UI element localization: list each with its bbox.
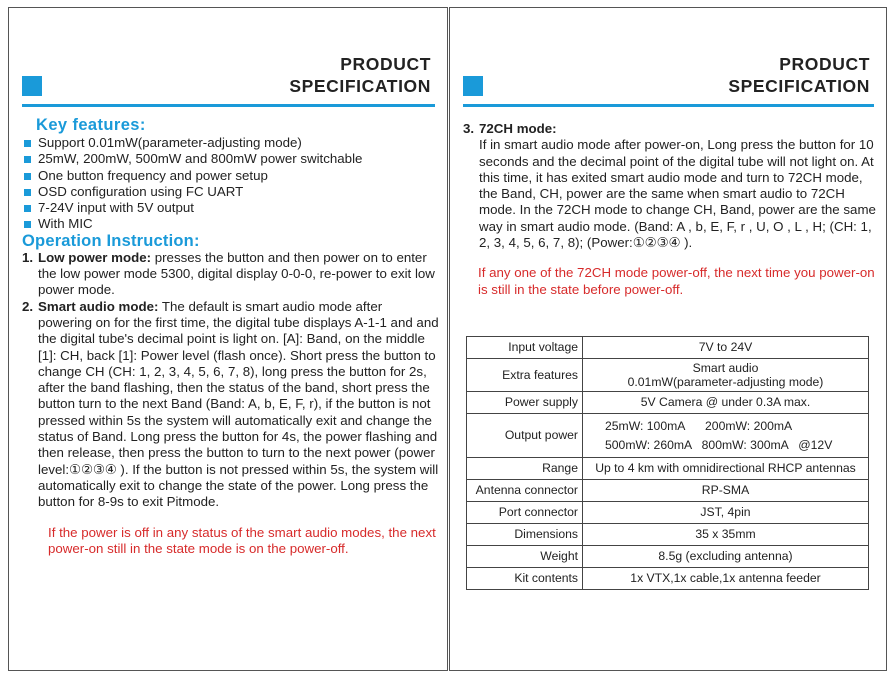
spec-label: Extra features bbox=[467, 359, 583, 392]
step-number: 3. bbox=[463, 121, 475, 136]
right-page bbox=[449, 7, 887, 671]
list-item: 7-24V input with 5V output bbox=[22, 200, 439, 216]
key-features-heading: Key features: bbox=[36, 116, 146, 134]
table-row bbox=[467, 392, 869, 414]
spec-label: Port connector bbox=[467, 502, 583, 524]
page-header-title bbox=[728, 53, 870, 97]
table-row bbox=[467, 414, 869, 458]
header-line-product: PRODUCT bbox=[779, 54, 870, 74]
list-item: OSD configuration using FC UART bbox=[22, 184, 439, 200]
page-header-title bbox=[289, 53, 431, 97]
header-accent-square bbox=[463, 76, 483, 96]
step-lead: Smart audio mode: bbox=[38, 298, 159, 314]
spec-value: JST, 4pin bbox=[583, 502, 869, 524]
spec-value: 8.5g (excluding antenna) bbox=[583, 546, 869, 568]
feature-list bbox=[22, 135, 439, 233]
header-divider bbox=[22, 104, 435, 107]
step-72ch bbox=[463, 121, 878, 251]
spec-value: Up to 4 km with omnidirectional RHCP antennas bbox=[583, 458, 869, 480]
step-lead: Low power mode: bbox=[38, 249, 152, 265]
table-row bbox=[467, 337, 869, 359]
step-number: 1. bbox=[22, 249, 34, 265]
step-text: presses the button and then power on to enter the low power mode 5300, digital display 0-0-0, re-power to exit low power mode. bbox=[38, 249, 435, 298]
spec-value-line: 500mW: 260mA 800mW: 300mA @12V bbox=[605, 438, 833, 452]
bullet-square-icon bbox=[24, 140, 31, 147]
step-text: The default is smart audio mode after powering on for the first time, the digital tube displays A-1-1 and and the digital tube's decimal point is light on. [A]: Band, on the middle [1]: CH, back [1]: Power level (flash once). Short press the button to change CH (CH: 1, 2, 3, 4, 5, 6, 7, 8), long press the button for 2s, after the band flashing, then the status of the band, short press the button turn to the next Band (Band: A, b, E, F, r), if the button is not pressed within 5s the system will automatically exit and change the status of Band. Long press the button for 4s, the power flashing and then release, then press the button to turn to the next power (power level:①②③④ ). If the button is not pressed within 5s, the system will automatically exit to change the state of the power. Long press the button for 8-9s to exit Pitmode. bbox=[38, 298, 439, 510]
table-row bbox=[467, 502, 869, 524]
bullet-square-icon bbox=[24, 156, 31, 163]
header-accent-square bbox=[22, 76, 42, 96]
step-lead: 72CH mode: bbox=[479, 121, 557, 136]
spec-value: 1x VTX,1x cable,1x antenna feeder bbox=[583, 568, 869, 590]
step-smart-audio bbox=[22, 299, 439, 511]
spec-value: 5V Camera @ under 0.3A max. bbox=[583, 392, 869, 414]
bullet-square-icon bbox=[24, 205, 31, 212]
spec-label: Output power bbox=[467, 414, 583, 458]
operation-heading: Operation Instruction: bbox=[22, 231, 200, 250]
spec-value: 7V to 24V bbox=[583, 337, 869, 359]
header-line-specification: SPECIFICATION bbox=[728, 76, 870, 96]
bullet-square-icon bbox=[24, 221, 31, 228]
spec-value-line: 25mW: 100mA 200mW: 200mA bbox=[605, 418, 793, 433]
right-content bbox=[463, 121, 878, 298]
header-divider bbox=[463, 104, 874, 107]
spec-value bbox=[583, 359, 869, 392]
spec-label: Input voltage bbox=[467, 337, 583, 359]
spec-table bbox=[466, 336, 869, 590]
header-line-specification: SPECIFICATION bbox=[289, 76, 431, 96]
spec-label: Weight bbox=[467, 546, 583, 568]
table-row bbox=[467, 546, 869, 568]
list-item: 25mW, 200mW, 500mW and 800mW power switchable bbox=[22, 151, 439, 167]
step-number: 2. bbox=[22, 298, 34, 314]
bullet-square-icon bbox=[24, 189, 31, 196]
list-item: With MIC bbox=[22, 216, 439, 232]
header-line-product: PRODUCT bbox=[340, 54, 431, 74]
spec-label: Kit contents bbox=[467, 568, 583, 590]
table-row bbox=[467, 458, 869, 480]
list-item: Support 0.01mW(parameter-adjusting mode) bbox=[22, 135, 439, 151]
spec-value-line: Smart audio bbox=[692, 360, 759, 375]
table-row bbox=[467, 359, 869, 392]
spec-label: Range bbox=[467, 458, 583, 480]
spec-label: Power supply bbox=[467, 392, 583, 414]
list-item: One button frequency and power setup bbox=[22, 168, 439, 184]
spec-value-line: 0.01mW(parameter-adjusting mode) bbox=[627, 375, 824, 389]
spec-value bbox=[583, 414, 869, 458]
spec-value: RP-SMA bbox=[583, 480, 869, 502]
left-page bbox=[8, 7, 448, 671]
table-row bbox=[467, 568, 869, 590]
spec-value: 35 x 35mm bbox=[583, 524, 869, 546]
step-text: If in smart audio mode after power-on, Long press the button for 10 seconds and the decimal point of the digital tube will not light on. At this time, it has exited smart audio mode and turn to 72CH mode, the Band, CH, power are the same when smart audio to 72CH mode. In the 72CH mode to change CH, Band, power are the same way in smart audio mode. (Band: A , b, E, F, r , U, O , L , H; (CH: 1, 2, 3, 4, 5, 6, 7, 8); (Power:①②③④ ). bbox=[479, 137, 876, 251]
spec-label: Dimensions bbox=[467, 524, 583, 546]
warning-note: If any one of the 72CH mode power-off, the next time you power-on is still in the state before power-off. bbox=[478, 265, 875, 297]
bullet-square-icon bbox=[24, 173, 31, 180]
table-row bbox=[467, 480, 869, 502]
table-row bbox=[467, 524, 869, 546]
step-low-power bbox=[22, 250, 439, 299]
left-content bbox=[22, 116, 439, 557]
warning-note: If the power is off in any status of the smart audio modes, the next power-on still in the state mode is on the power-off. bbox=[48, 524, 436, 556]
spec-label: Antenna connector bbox=[467, 480, 583, 502]
